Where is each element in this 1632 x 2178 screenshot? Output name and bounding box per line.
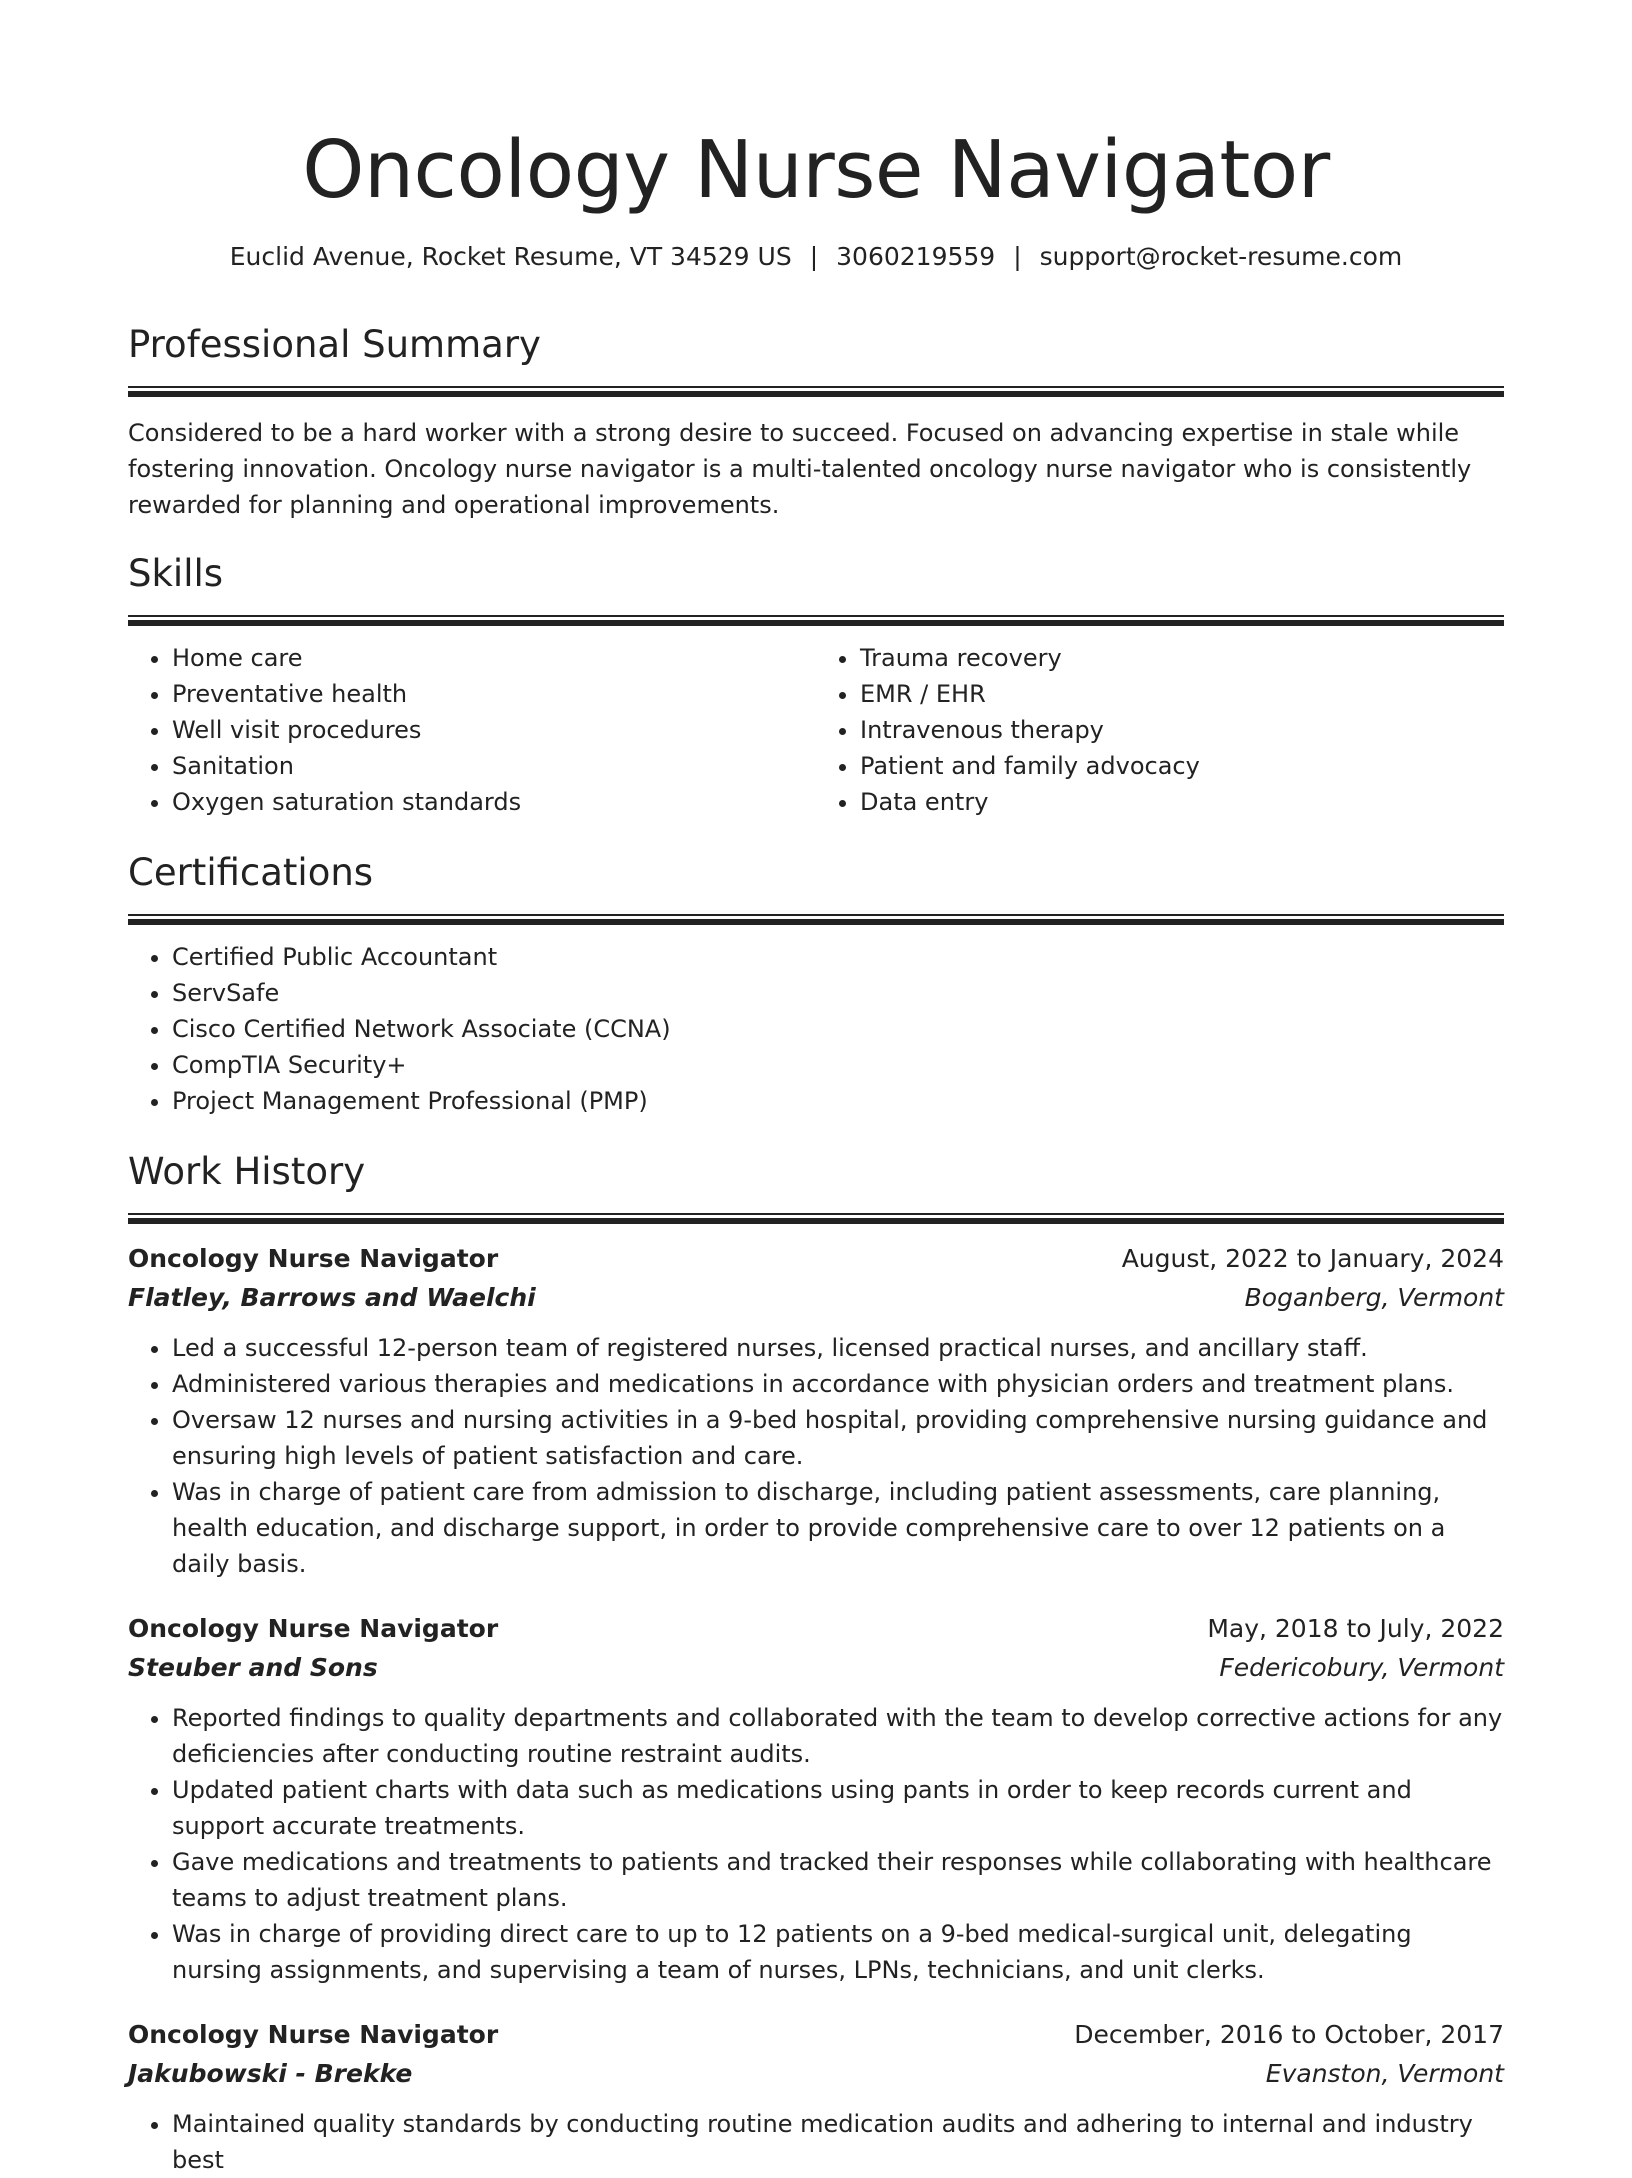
contact-separator: |: [1013, 242, 1022, 271]
job-bullet: • Gave medications and treatments to patients and tracked their responses while collaborating with healthcare teams to adjust treatment plans.: [172, 1844, 1504, 1916]
job-title: Oncology Nurse Navigator: [128, 2020, 499, 2049]
professional-summary-section: [128, 322, 1504, 523]
job-dates: May, 2018 to July, 2022: [1207, 1614, 1504, 1643]
job-company: Jakubowski - Brekke: [128, 2059, 413, 2088]
certification-item: • Certified Public Accountant: [172, 939, 1504, 975]
certification-item: • CompTIA Security+: [172, 1047, 1504, 1083]
job-bullets: [128, 1700, 1504, 1988]
job-subheader: [128, 2054, 1504, 2094]
contact-separator: |: [809, 242, 819, 271]
job-location: Federicobury, Vermont: [1219, 1653, 1504, 1682]
job-bullet: • Was in charge of providing direct care to up to 12 patients on a 9-bed medical-surgical unit, delegating nursing assignments, and supervising a team of nurses, LPNs, technicians, and unit clerks.: [172, 1916, 1504, 1988]
job-header: [128, 2016, 1504, 2054]
job-dates: August, 2022 to January, 2024: [1121, 1244, 1504, 1273]
certifications-section: [128, 850, 1504, 1119]
skill-item: • Intravenous therapy: [860, 712, 1504, 748]
job-title: Oncology Nurse Navigator: [128, 1244, 499, 1273]
job-bullet: • Maintained quality standards by conducting routine medication audits and adhering to internal and industry best: [172, 2106, 1504, 2178]
job-bullet: • Led a successful 12-person team of registered nurses, licensed practical nurses, and ancillary staff.: [172, 1330, 1504, 1366]
skills-column-right: [816, 640, 1504, 820]
job-bullets: [128, 2106, 1504, 2178]
contact-email: support@rocket-resume.com: [1039, 242, 1403, 271]
job-bullet: • Oversaw 12 nurses and nursing activities in a 9-bed hospital, providing comprehensive nursing guidance and ensuring high levels of patient satisfaction and care.: [172, 1402, 1504, 1474]
job-entry: [128, 1240, 1504, 1582]
work-jobs: [128, 1240, 1504, 2178]
certification-item: • Project Management Professional (PMP): [172, 1083, 1504, 1119]
skill-item: • Sanitation: [172, 748, 816, 784]
skills-list-right: [816, 640, 1504, 820]
job-dates: December, 2016 to October, 2017: [1074, 2020, 1504, 2049]
job-subheader: [128, 1278, 1504, 1318]
section-title-certifications: Certifications: [128, 851, 374, 894]
skills-section: [128, 551, 1504, 820]
skill-item: • Preventative health: [172, 676, 816, 712]
section-divider: [128, 386, 1504, 397]
job-company: Steuber and Sons: [128, 1653, 378, 1682]
skill-item: • Trauma recovery: [860, 640, 1504, 676]
job-location: Boganberg, Vermont: [1244, 1283, 1504, 1312]
job-bullet: • Reported findings to quality departments and collaborated with the team to develop corrective actions for any deficiencies after conducting routine restraint audits.: [172, 1700, 1504, 1772]
job-title: Oncology Nurse Navigator: [128, 1614, 499, 1643]
skills-column-left: [128, 640, 816, 820]
skill-item: • EMR / EHR: [860, 676, 1504, 712]
resume-name: Oncology Nurse Navigator: [302, 124, 1330, 216]
section-title-skills: Skills: [128, 552, 224, 595]
certification-item: • Cisco Certified Network Associate (CCNA): [172, 1011, 1504, 1047]
job-bullet: • Updated patient charts with data such as medications using pants in order to keep records current and support accurate treatments.: [172, 1772, 1504, 1844]
summary-text: Considered to be a hard worker with a strong desire to succeed. Focused on advancing expertise in stale while fostering innovation. Oncology nurse navigator is a multi-talented oncology nurse navigator who is consistently rewarded for planning and operational improvements.: [128, 419, 1472, 519]
skill-item: • Data entry: [860, 784, 1504, 820]
section-title-work-history: Work History: [128, 1150, 366, 1193]
skills-list-left: [128, 640, 816, 820]
section-divider: [128, 914, 1504, 925]
job-bullets: [128, 1330, 1504, 1582]
job-company: Flatley, Barrows and Waelchi: [128, 1283, 536, 1312]
certifications-list: [128, 939, 1504, 1119]
skill-item: • Well visit procedures: [172, 712, 816, 748]
skills-columns: [128, 640, 1504, 820]
job-header: [128, 1240, 1504, 1278]
job-header: [128, 1610, 1504, 1648]
job-bullet: • Administered various therapies and medications in accordance with physician orders and treatment plans.: [172, 1366, 1504, 1402]
job-location: Evanston, Vermont: [1265, 2059, 1504, 2088]
job-entry: [128, 1610, 1504, 1988]
contact-address: Euclid Avenue, Rocket Resume, VT 34529 US: [229, 242, 792, 271]
job-entry: [128, 2016, 1504, 2178]
section-title-summary: Professional Summary: [128, 323, 541, 366]
job-bullet: • Was in charge of patient care from admission to discharge, including patient assessments, care planning, health education, and discharge support, in order to provide comprehensive care to over 12 patients on a daily basis.: [172, 1474, 1504, 1582]
work-history-section: [128, 1149, 1504, 2178]
job-subheader: [128, 1648, 1504, 1688]
contact-line: [128, 240, 1504, 274]
skill-item: • Oxygen saturation standards: [172, 784, 816, 820]
section-divider: [128, 615, 1504, 626]
certifications-block: [128, 939, 1504, 1119]
certification-item: • ServSafe: [172, 975, 1504, 1011]
section-divider: [128, 1213, 1504, 1224]
skill-item: • Home care: [172, 640, 816, 676]
contact-phone: 3060219559: [836, 242, 996, 271]
skill-item: • Patient and family advocacy: [860, 748, 1504, 784]
